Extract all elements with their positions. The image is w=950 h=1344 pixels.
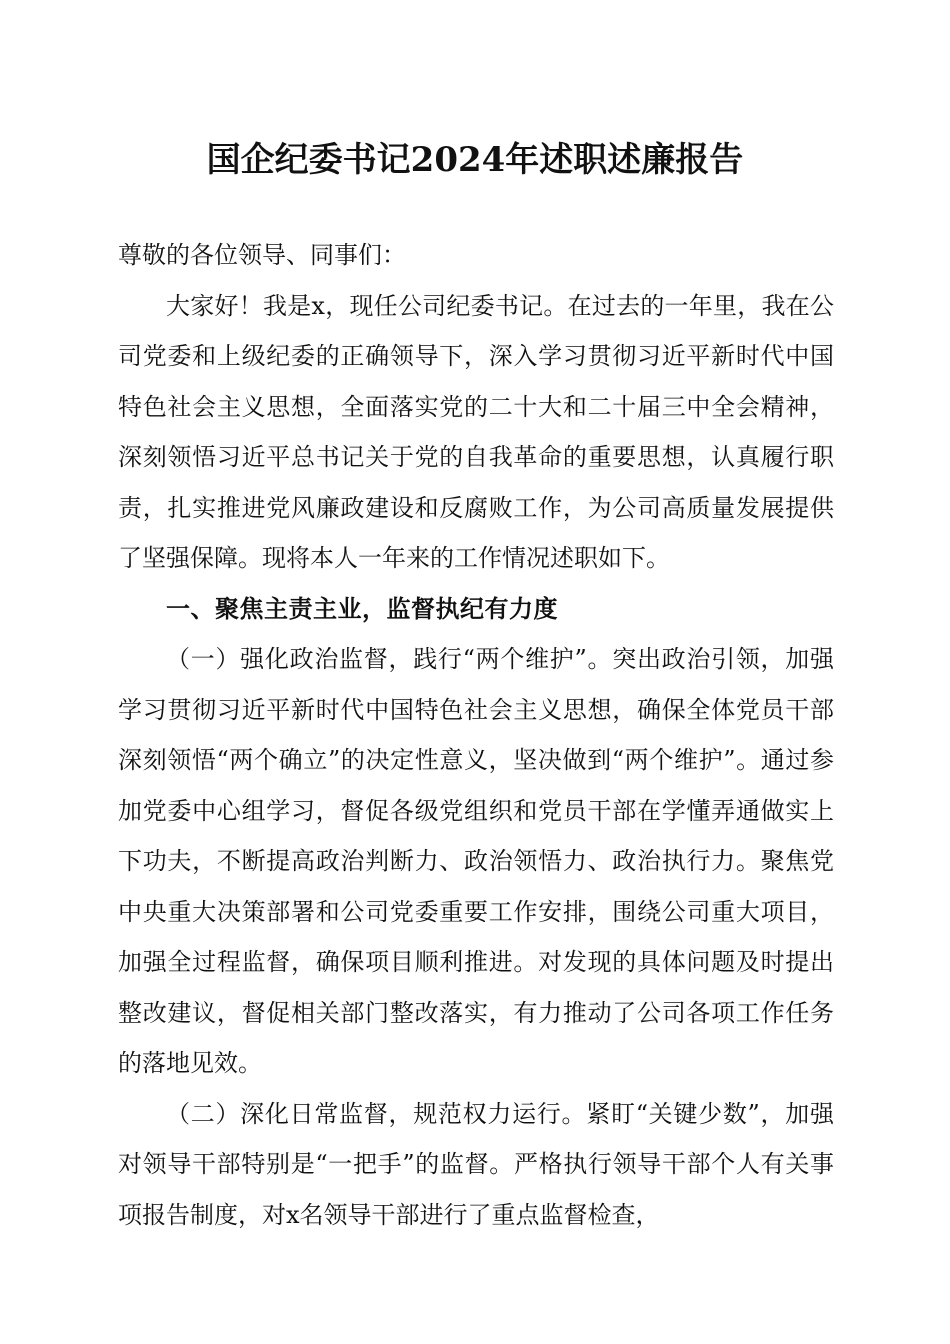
- intro-paragraph: 大家好！我是x，现任公司纪委书记。在过去的一年里，我在公司党委和上级纪委的正确领导下，深入学习贯彻习近平新时代中国特色社会主义思想，全面落实党的二十大和二十届三中全会精神，深刻领悟习近平总书记关于党的自我革命的重要思想，认真履行职责，扎实推进党风廉政建设和反腐败工作，为公司高质量发展提供了坚强保障。现将本人一年来的工作情况述职如下。: [118, 291, 834, 572]
- document-title: 国企纪委书记2024年述职述廉报告: [206, 140, 744, 180]
- paragraph-daily-supervision: （二）深化日常监督，规范权力运行。紧盯“关键少数”，加强对领导干部特别是“一把手”的监督。严格执行领导干部个人有关事项报告制度，对x名领导干部进行了重点监督检查，: [118, 1099, 834, 1229]
- document-body: [118, 230, 834, 1240]
- paragraph-political-supervision: （一）强化政治监督，践行“两个维护”。突出政治引领，加强学习贯彻习近平新时代中国特色社会主义思想，确保全体党员干部深刻领悟“两个确立”的决定性意义，坚决做到“两个维护”。通过参加党委中心组学习，督促各级党组织和党员干部在学懂弄通做实上下功夫，不断提高政治判断力、政治领悟力、政治执行力。聚焦党中央重大决策部署和公司党委重要工作安排，围绕公司重大项目，加强全过程监督，确保项目顺利推进。对发现的具体问题及时提出整改建议，督促相关部门整改落实，有力推动了公司各项工作任务的落地见效。: [118, 645, 834, 1077]
- section-heading: 一、聚焦主责主业，监督执纪有力度: [166, 594, 558, 623]
- salutation: 尊敬的各位领导、同事们：: [118, 241, 406, 269]
